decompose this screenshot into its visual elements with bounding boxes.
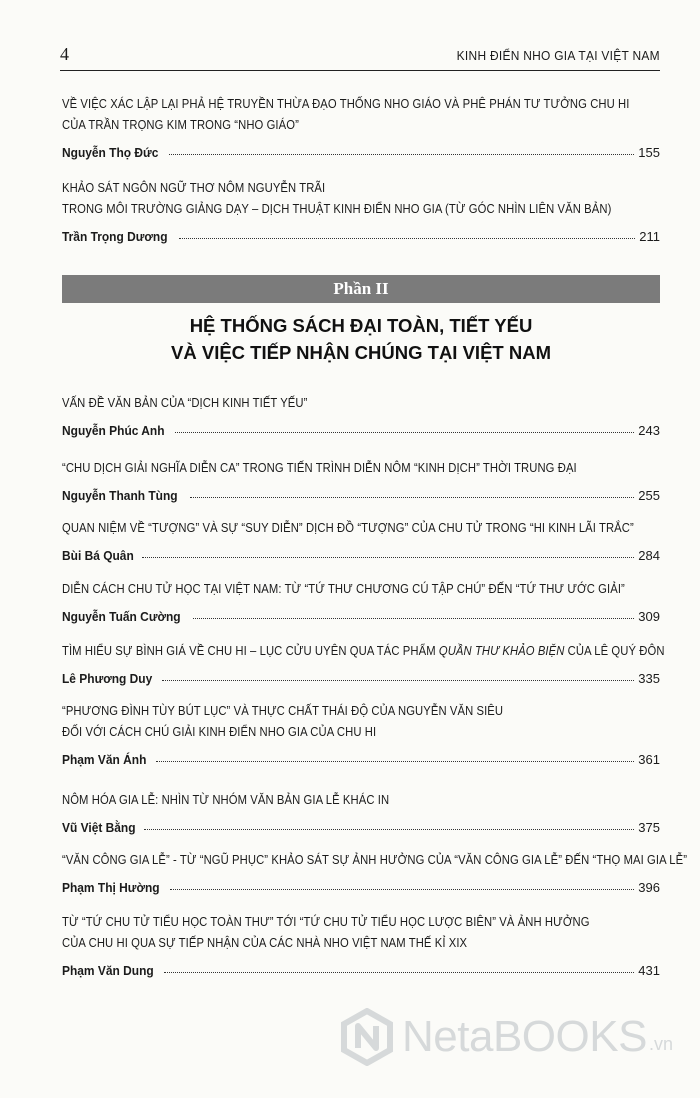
toc-author-row (62, 813, 660, 835)
toc-entry[interactable] (62, 94, 660, 160)
toc-entry-author: Nguyễn Thọ Đức (62, 145, 159, 160)
toc-entry-title: CỦA CHU HI QUA SỰ TIẾP NHẬN CỦA CÁC NHÀ NHO VIỆT NAM THẾ KỈ XIX (62, 936, 468, 950)
toc-entry[interactable] (62, 393, 660, 438)
toc-entry-page: 309 (638, 609, 660, 624)
toc-entry[interactable] (62, 518, 660, 563)
dot-leader (164, 972, 635, 973)
toc-entry[interactable] (62, 641, 665, 686)
toc-entry-author: Nguyễn Tuấn Cường (62, 609, 181, 624)
dot-leader (190, 497, 635, 498)
dot-leader (170, 889, 634, 890)
header-rule (60, 70, 660, 71)
toc-entry-title: VỀ VIỆC XÁC LẬP LẠI PHẢ HỆ TRUYỀN THỪA ĐẠO THỐNG NHO GIÁO VÀ PHÊ PHÁN TƯ TƯỞNG CHU HI (62, 97, 630, 111)
toc-author-row (62, 541, 660, 563)
toc-entry-title: TỪ “TỨ CHU TỬ TIỂU HỌC TOÀN THƯ” TỚI “TỨ CHU TỬ TIỂU HỌC LƯỢC BIÊN” VÀ ẢNH HƯỞNG (62, 915, 590, 929)
toc-entry-page: 211 (639, 229, 660, 244)
toc-entry-author: Nguyễn Phúc Anh (62, 423, 165, 438)
part-heading-line2: VÀ VIỆC TIẾP NHẬN CHÚNG TẠI VIỆT NAM (171, 342, 551, 363)
dot-leader (144, 829, 634, 830)
running-title: KINH ĐIỂN NHO GIA TẠI VIỆT NAM (456, 48, 660, 63)
toc-entry-page: 375 (638, 820, 660, 835)
toc-entry[interactable] (62, 850, 688, 895)
toc-author-row (62, 873, 660, 895)
toc-entry-title: NÔM HÓA GIA LỄ: NHÌN TỪ NHÓM VĂN BẢN GIA LỄ KHÁC IN (62, 793, 390, 807)
toc-entry-title: DIỄN CÁCH CHU TỬ HỌC TẠI VIỆT NAM: TỪ “TỨ THƯ CHƯƠNG CÚ TẬP CHÚ” ĐẾN “TỨ THƯ ƯỚC GIẢI” (62, 582, 625, 596)
page-number: 4 (60, 44, 69, 64)
dot-leader (193, 618, 634, 619)
toc-entry[interactable] (62, 579, 660, 624)
toc-entry-author: Phạm Thị Hường (62, 880, 160, 895)
toc-author-row (62, 222, 660, 244)
part-label: Phần II (333, 279, 389, 298)
part-banner (62, 275, 660, 303)
toc-entry-author: Bùi Bá Quân (62, 548, 134, 563)
toc-author-row (62, 602, 660, 624)
toc-entry-author: Phạm Văn Ánh (62, 752, 147, 767)
toc-entry-title: TRONG MÔI TRƯỜNG GIẢNG DẠY – DỊCH THUẬT KINH ĐIỂN NHO GIA (TỪ GÓC NHÌN LIÊN VĂN BẢN) (62, 202, 612, 216)
toc-entry-title: TÌM HIỂU SỰ BÌNH GIÁ VỀ CHU HI – LỤC CỬU UYÊN QUA TÁC PHẨM QUẦN THƯ KHẢO BIỆN CỦA LÊ QUÝ ĐÔN (62, 644, 665, 658)
toc-entry-page: 284 (638, 548, 660, 563)
toc-entry-author: Phạm Văn Dung (62, 963, 154, 978)
toc-entry[interactable] (62, 912, 660, 978)
toc-entry-title: “VĂN CÔNG GIA LỄ” - TỪ “NGŨ PHỤC” KHẢO SÁT SỰ ẢNH HƯỞNG CỦA “VĂN CÔNG GIA LỄ” ĐẾN “THỌ MAI GIA LỄ” (62, 853, 688, 867)
toc-entry[interactable] (62, 701, 660, 767)
dot-leader (142, 557, 634, 558)
watermark-suffix: .vn (648, 1033, 673, 1054)
toc-entry-page: 155 (638, 145, 660, 160)
toc-author-row (62, 416, 660, 438)
toc-entry-page: 255 (638, 488, 660, 503)
toc-entry-title: “PHƯƠNG ĐÌNH TÙY BÚT LỤC” VÀ THỰC CHẤT THÁI ĐỘ CỦA NGUYỄN VĂN SIÊU (62, 704, 504, 718)
toc-entry-page: 335 (638, 671, 660, 686)
toc-entry-title: KHẢO SÁT NGÔN NGỮ THƠ NÔM NGUYỄN TRÃI (62, 181, 326, 195)
toc-entry-author: Trần Trọng Dương (62, 229, 168, 244)
part-heading-line1: HỆ THỐNG SÁCH ĐẠI TOÀN, TIẾT YẾU (189, 315, 533, 336)
watermark (338, 1008, 673, 1066)
toc-entry-page: 396 (638, 880, 660, 895)
dot-leader (169, 154, 635, 155)
toc-author-row (62, 481, 660, 503)
dot-leader (175, 432, 634, 433)
toc-entry-author: Vũ Việt Bằng (62, 820, 136, 835)
toc-entry[interactable] (62, 790, 660, 835)
dot-leader (162, 680, 634, 681)
toc-entry-page: 361 (638, 752, 660, 767)
toc-entry[interactable] (62, 178, 660, 244)
dot-leader (156, 761, 635, 762)
toc-author-row (62, 745, 660, 767)
toc-entry-title: “CHU DỊCH GIẢI NGHĨA DIỄN CA” TRONG TIẾN TRÌNH DIỄN NÔM “KINH DỊCH” THỜI TRUNG ĐẠI (62, 461, 577, 475)
toc-entry-title: VẤN ĐỀ VĂN BẢN CỦA “DỊCH KINH TIẾT YẾU” (62, 396, 308, 410)
toc-author-row (62, 138, 660, 160)
toc-author-row (62, 664, 660, 686)
toc-entry-page: 243 (638, 423, 660, 438)
toc-author-row (62, 956, 660, 978)
toc-entry-author: Nguyễn Thanh Tùng (62, 488, 178, 503)
toc-entry-author: Lê Phương Duy (62, 671, 153, 686)
neta-logo-icon (338, 1008, 396, 1066)
toc-entry-title: QUAN NIỆM VỀ “TƯỢNG” VÀ SỰ “SUY DIỄN” DỊCH ĐỒ “TƯỢNG” CỦA CHU TỬ TRONG “HI KINH LÃI TRẮC” (62, 521, 634, 535)
toc-entry-title: ĐỐI VỚI CÁCH CHÚ GIẢI KINH ĐIỂN NHO GIA CỦA CHU HI (62, 725, 377, 739)
toc-entry-page: 431 (638, 963, 660, 978)
toc-entry-title: CỦA TRẦN TRỌNG KIM TRONG “NHO GIÁO” (62, 118, 299, 132)
dot-leader (179, 238, 636, 239)
toc-entry[interactable] (62, 458, 660, 503)
watermark-text: NetaBOOKS (402, 1012, 647, 1061)
